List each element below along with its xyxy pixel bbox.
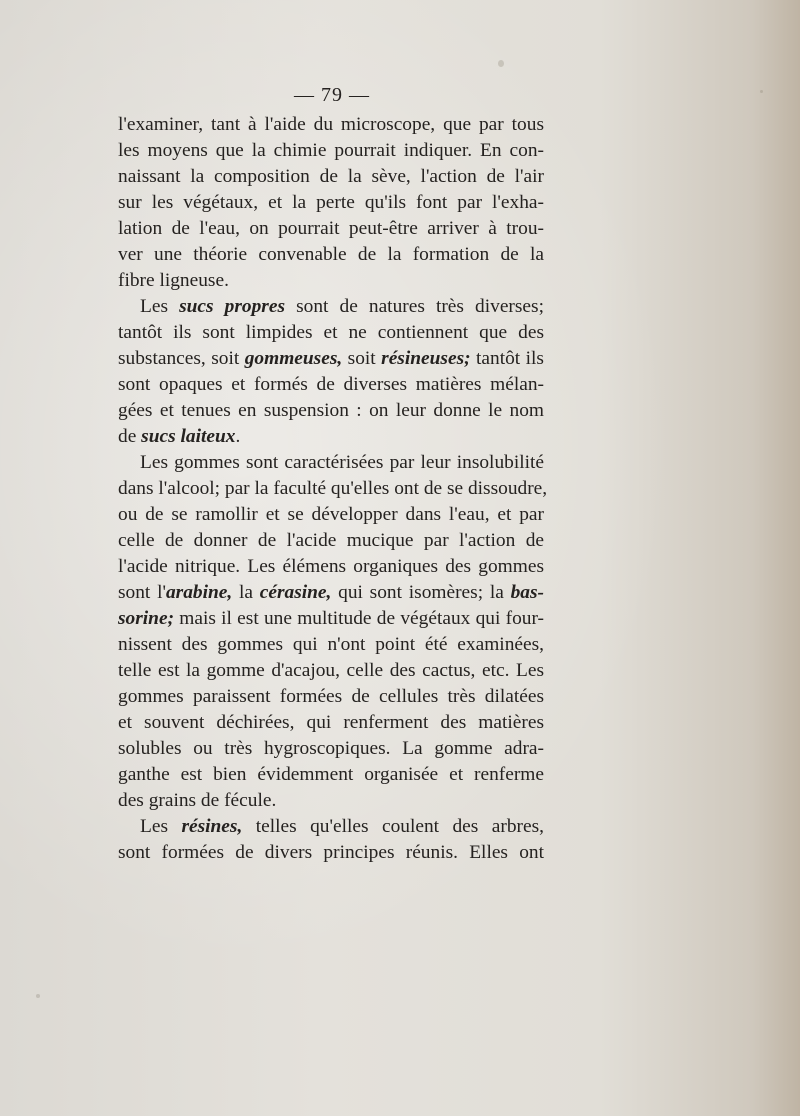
text-run: sont l'	[118, 582, 166, 603]
paragraph-start-line	[118, 814, 544, 840]
body-text	[118, 112, 548, 866]
text-run: qui sont isomères; la	[331, 582, 511, 603]
text-run: lation de l'eau, on pourrait peut-être arriver à trou-	[118, 218, 544, 239]
text-run: gommes paraissent formées de cellules très dilatées	[118, 686, 544, 707]
italic-term: sucs laiteux	[141, 426, 236, 447]
text-run: Les	[140, 816, 182, 837]
text-run: sur les végétaux, et la perte qu'ils font par l'exha-	[118, 192, 544, 213]
text-line	[118, 788, 544, 814]
text-line	[118, 528, 544, 554]
text-run: Les gommes sont caractérisées par leur insolubilité	[140, 452, 544, 473]
text-line	[118, 190, 544, 216]
text-run: et souvent déchirées, qui renferment des matières	[118, 712, 544, 733]
text-run: dans l'alcool; par la faculté qu'elles ont de se dissoudre,	[118, 478, 548, 499]
text-line	[118, 762, 544, 788]
text-run: sont de natures très diverses;	[285, 296, 544, 317]
text-run: l'acide nitrique. Les élémens organiques des gommes	[118, 556, 544, 577]
text-line	[118, 476, 548, 502]
text-line	[118, 398, 544, 424]
text-line	[118, 658, 544, 684]
text-run: nissent des gommes qui n'ont point été examinées,	[118, 634, 544, 655]
text-line	[118, 216, 544, 242]
text-run: sont opaques et formés de diverses matières mélan-	[118, 374, 544, 395]
text-run: substances, soit	[118, 348, 245, 369]
text-line	[118, 554, 544, 580]
paragraph-start-line	[118, 294, 544, 320]
text-run: solubles ou très hygroscopiques. La gomme adra-	[118, 738, 544, 759]
text-run: soit	[342, 348, 382, 369]
text-line	[118, 840, 544, 866]
text-run: Les	[140, 296, 180, 317]
text-run: de	[118, 426, 142, 447]
text-run: des grains de fécule.	[118, 790, 277, 811]
paper-stain	[498, 60, 504, 67]
italic-term: gommeuses,	[244, 348, 343, 369]
text-run: fibre ligneuse.	[118, 270, 229, 291]
text-line	[118, 632, 544, 658]
text-line	[118, 268, 544, 294]
text-run: ganthe est bien évidemment organisée et renferme	[118, 764, 544, 785]
text-run: les moyens que la chimie pourrait indiquer. En con-	[118, 140, 544, 161]
text-line	[118, 138, 544, 164]
italic-term: cérasine,	[259, 582, 332, 603]
text-run: ou de se ramollir et se développer dans l'eau, et par	[118, 504, 544, 525]
text-line	[118, 112, 544, 138]
text-line	[118, 580, 544, 606]
text-run: ver une théorie convenable de la formation de la	[118, 244, 544, 265]
italic-term: sorine;	[118, 608, 175, 629]
text-run: celle de donner de l'acide mucique par l'action de	[118, 530, 544, 551]
italic-term: résineuses;	[381, 348, 471, 369]
paragraph-start-line	[118, 450, 544, 476]
text-run: naissant la composition de la sève, l'action de l'air	[118, 166, 544, 187]
text-run: telle est la gomme d'acajou, celle des cactus, etc. Les	[118, 660, 544, 681]
text-line	[118, 424, 544, 450]
text-line	[118, 372, 544, 398]
text-run: tantôt ils sont limpides et ne contiennent que des	[118, 322, 544, 343]
text-line	[118, 606, 544, 632]
text-run: sont formées de divers principes réunis. Elles ont	[118, 842, 544, 863]
text-run: tantôt ils	[470, 348, 544, 369]
italic-term: résines,	[181, 816, 243, 837]
text-line	[118, 346, 544, 372]
text-line	[118, 242, 544, 268]
text-line	[118, 684, 544, 710]
italic-term: sucs propres	[179, 296, 285, 317]
text-line	[118, 502, 544, 528]
page-number: — 79 —	[294, 84, 370, 106]
text-line	[118, 164, 544, 190]
italic-term: bas-	[510, 582, 544, 603]
text-line	[118, 320, 544, 346]
italic-term: arabine,	[165, 582, 233, 603]
text-run: .	[235, 426, 241, 447]
text-run: gées et tenues en suspension : on leur donne le nom	[118, 400, 544, 421]
text-run: la	[232, 582, 260, 603]
text-line	[118, 710, 544, 736]
paper-stain	[36, 994, 40, 998]
text-line	[118, 736, 544, 762]
text-run: mais il est une multitude de végétaux qui four-	[174, 608, 544, 629]
text-run: telles qu'elles coulent des arbres,	[242, 816, 544, 837]
paper-stain	[760, 90, 763, 93]
text-run: l'examiner, tant à l'aide du microscope, que par tous	[118, 114, 544, 135]
